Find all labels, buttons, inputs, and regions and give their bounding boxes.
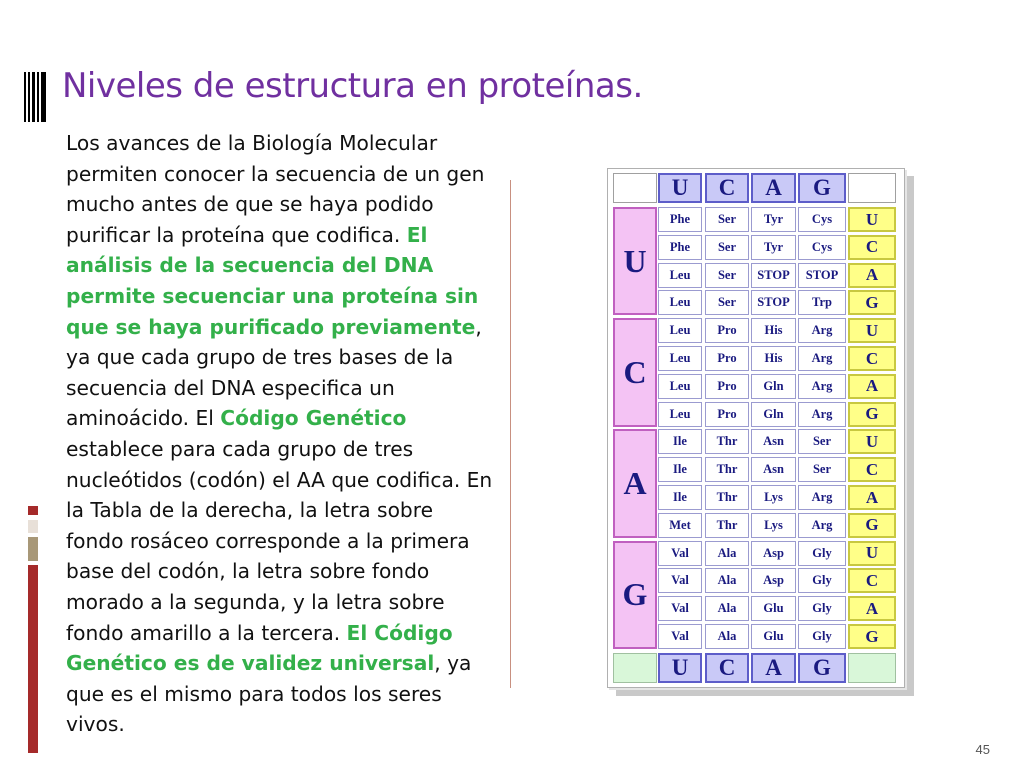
amino-acid-cell: Gly — [798, 596, 846, 621]
amino-acid-cell: Leu — [658, 263, 702, 288]
body-text-segment: , ya que cada grupo de tres bases de la secuencia del DNA especifica un aminoácido. El — [66, 314, 482, 431]
third-base-cell: U — [848, 207, 896, 232]
amino-acid-cell: Arg — [798, 318, 846, 343]
amino-acid-cell: Ala — [705, 624, 749, 649]
second-base-footer: A — [751, 653, 796, 683]
third-base-cell: A — [848, 485, 896, 510]
third-base-cell: G — [848, 290, 896, 315]
divider-line — [510, 180, 511, 688]
amino-acid-cell: Gly — [798, 568, 846, 593]
third-base-cell: G — [848, 624, 896, 649]
third-base-cell: U — [848, 429, 896, 454]
second-base-header: A — [751, 173, 796, 203]
amino-acid-cell: Lys — [751, 485, 796, 510]
amino-acid-cell: Gln — [751, 402, 796, 427]
amino-acid-cell: Gly — [798, 624, 846, 649]
amino-acid-cell: Val — [658, 541, 702, 566]
amino-acid-cell: Pro — [705, 374, 749, 399]
amino-acid-cell: Tyr — [751, 207, 796, 232]
genetic-code-table — [607, 168, 905, 688]
amino-acid-cell: Asn — [751, 429, 796, 454]
amino-acid-cell: Ala — [705, 541, 749, 566]
amino-acid-cell: Leu — [658, 402, 702, 427]
amino-acid-cell: Thr — [705, 513, 749, 538]
amino-acid-cell: Asn — [751, 457, 796, 482]
highlight-text: Código Genético — [220, 406, 407, 431]
amino-acid-cell: Ser — [798, 457, 846, 482]
amino-acid-cell: Ala — [705, 568, 749, 593]
body-text-segment: , ya que es el mismo para todos los seres vivos. — [66, 651, 472, 737]
amino-acid-cell: Val — [658, 568, 702, 593]
second-base-footer: C — [705, 653, 749, 683]
amino-acid-cell: Ser — [705, 235, 749, 260]
amino-acid-cell: Tyr — [751, 235, 796, 260]
amino-acid-cell: Ser — [705, 290, 749, 315]
amino-acid-cell: Cys — [798, 235, 846, 260]
amino-acid-cell: Arg — [798, 374, 846, 399]
amino-acid-cell: Arg — [798, 346, 846, 371]
amino-acid-cell: Glu — [751, 596, 796, 621]
amino-acid-cell: Asp — [751, 568, 796, 593]
highlight-text: El Código Genético es de validez universal — [66, 620, 453, 676]
amino-acid-cell: Gly — [798, 541, 846, 566]
amino-acid-cell: Ala — [705, 596, 749, 621]
amino-acid-cell: Ile — [658, 457, 702, 482]
amino-acid-cell: Leu — [658, 290, 702, 315]
amino-acid-cell: Phe — [658, 235, 702, 260]
amino-acid-cell: Val — [658, 596, 702, 621]
second-base-footer: U — [658, 653, 702, 683]
amino-acid-cell: Arg — [798, 513, 846, 538]
amino-acid-cell: Ile — [658, 485, 702, 510]
first-base-cell: G — [613, 541, 657, 649]
slide-title: Niveles de estructura en proteínas. — [62, 66, 643, 106]
amino-acid-cell: Val — [658, 624, 702, 649]
amino-acid-cell: Pro — [705, 318, 749, 343]
amino-acid-cell: Arg — [798, 402, 846, 427]
amino-acid-cell: Lys — [751, 513, 796, 538]
amino-acid-cell: Thr — [705, 429, 749, 454]
amino-acid-cell: STOP — [751, 263, 796, 288]
amino-acid-cell: STOP — [751, 290, 796, 315]
third-base-cell: A — [848, 374, 896, 399]
amino-acid-cell: Thr — [705, 485, 749, 510]
left-accent-bar — [28, 565, 38, 753]
amino-acid-cell: Cys — [798, 207, 846, 232]
amino-acid-cell: Pro — [705, 402, 749, 427]
third-base-cell: A — [848, 596, 896, 621]
title-accent-bars — [24, 72, 46, 122]
third-base-cell: C — [848, 568, 896, 593]
amino-acid-cell: Asp — [751, 541, 796, 566]
amino-acid-cell: Pro — [705, 346, 749, 371]
amino-acid-cell: Leu — [658, 374, 702, 399]
amino-acid-cell: Ile — [658, 429, 702, 454]
third-base-cell: C — [848, 457, 896, 482]
amino-acid-cell: His — [751, 346, 796, 371]
page-number: 45 — [975, 742, 990, 757]
body-text-segment: Los avances de la Biología Molecular permiten conocer la secuencia de un gen mucho antes de que se haya podido purificar la proteína que codifica. — [66, 131, 485, 247]
footer-corner — [848, 653, 896, 683]
first-base-cell: U — [613, 207, 657, 315]
amino-acid-cell: His — [751, 318, 796, 343]
third-base-cell: G — [848, 513, 896, 538]
second-base-header: U — [658, 173, 702, 203]
amino-acid-cell: Leu — [658, 318, 702, 343]
third-base-cell: A — [848, 263, 896, 288]
amino-acid-cell: Met — [658, 513, 702, 538]
amino-acid-cell: Leu — [658, 346, 702, 371]
left-accent-mark-3 — [28, 537, 38, 561]
amino-acid-cell: Ser — [705, 263, 749, 288]
third-base-cell: C — [848, 346, 896, 371]
left-accent-mark-1 — [28, 506, 38, 515]
amino-acid-cell: Trp — [798, 290, 846, 315]
third-base-cell: G — [848, 402, 896, 427]
second-base-header: C — [705, 173, 749, 203]
first-base-cell: C — [613, 318, 657, 426]
first-base-cell: A — [613, 429, 657, 537]
highlight-text: El análisis de la secuencia del DNA permite secuenciar una proteína sin que se haya purificado previamente — [66, 222, 479, 339]
amino-acid-cell: STOP — [798, 263, 846, 288]
header-corner — [848, 173, 896, 203]
second-base-footer: G — [798, 653, 846, 683]
amino-acid-cell: Thr — [705, 457, 749, 482]
left-accent-mark-2 — [28, 520, 38, 533]
body-text-segment: establece para cada grupo de tres nucleótidos (codón) el AA que codifica. En la Tabla de la derecha, la letra sobre fondo rosáceo corresponde a la primera base del codón, la letra sobre fondo morado a la segunda, y la letra sobre fondo amarillo a la tercera. — [66, 436, 493, 645]
third-base-cell: U — [848, 541, 896, 566]
third-base-cell: C — [848, 235, 896, 260]
amino-acid-cell: Gln — [751, 374, 796, 399]
footer-corner — [613, 653, 657, 683]
header-corner — [613, 173, 657, 203]
second-base-header: G — [798, 173, 846, 203]
amino-acid-cell: Phe — [658, 207, 702, 232]
amino-acid-cell: Arg — [798, 485, 846, 510]
amino-acid-cell: Ser — [798, 429, 846, 454]
body-paragraph — [66, 128, 496, 740]
amino-acid-cell: Glu — [751, 624, 796, 649]
amino-acid-cell: Ser — [705, 207, 749, 232]
third-base-cell: U — [848, 318, 896, 343]
